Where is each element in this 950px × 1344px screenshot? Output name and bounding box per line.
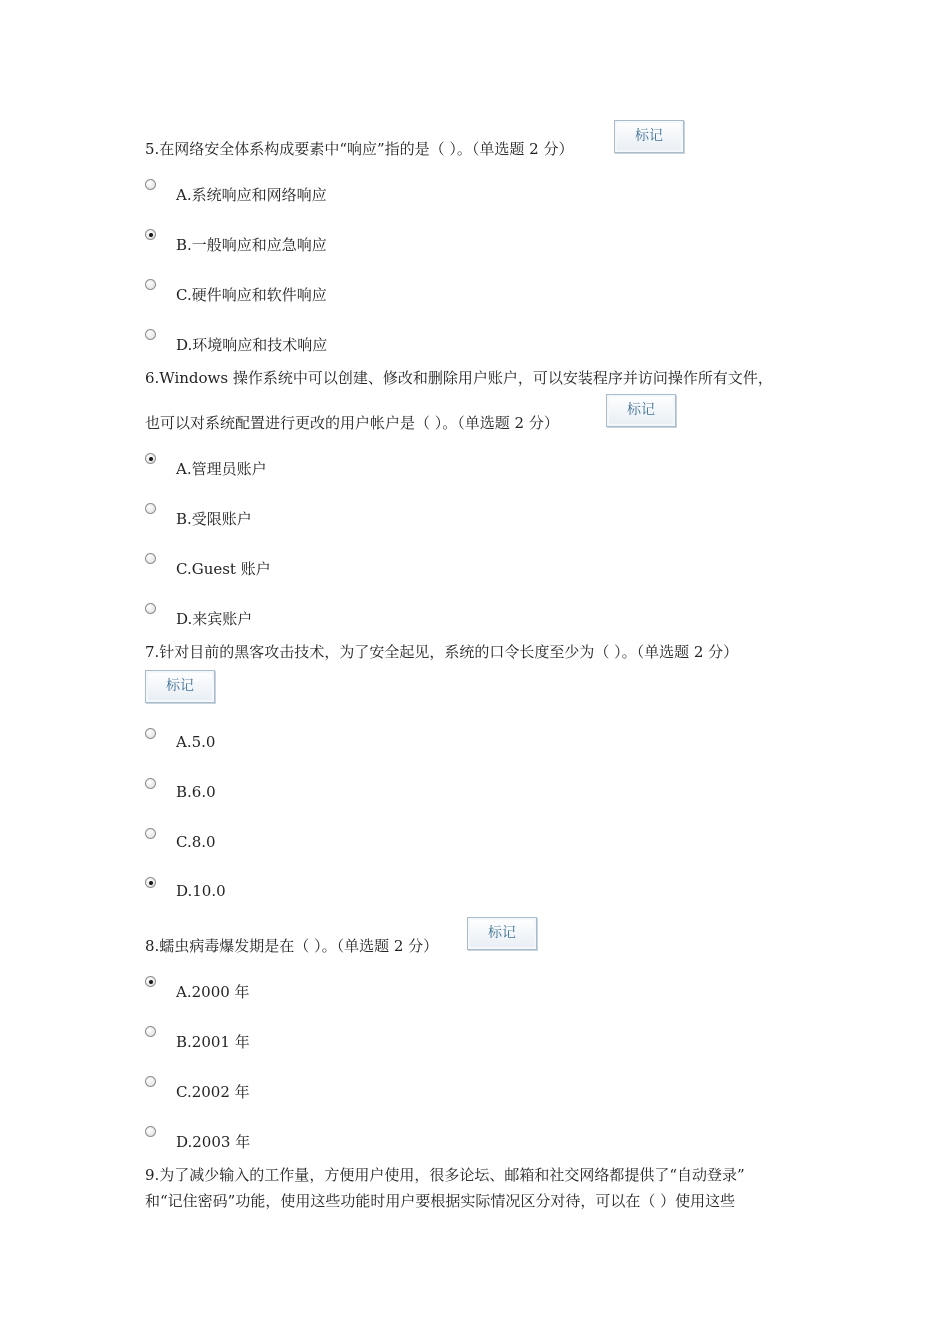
mark-button-q6[interactable]: 标记 — [606, 394, 676, 427]
option-q7-b: B.6.0 — [176, 783, 216, 801]
radio-q6-a[interactable] — [145, 453, 156, 464]
radio-q6-d[interactable] — [145, 603, 156, 614]
option-q5-b: B.一般响应和应急响应 — [176, 236, 327, 254]
option-q5-c: C.硬件响应和软件响应 — [176, 286, 327, 304]
option-q6-a: A.管理员账户 — [176, 460, 267, 478]
radio-q6-c[interactable] — [145, 553, 156, 564]
radio-q5-a[interactable] — [145, 179, 156, 190]
radio-q6-b[interactable] — [145, 503, 156, 514]
radio-q8-c[interactable] — [145, 1076, 156, 1087]
radio-q8-b[interactable] — [145, 1026, 156, 1037]
mark-button-q5[interactable]: 标记 — [614, 120, 684, 153]
mark-button-q8[interactable]: 标记 — [467, 917, 537, 950]
radio-q5-b[interactable] — [145, 229, 156, 240]
question-9-text-line-1: 9.为了减少输入的工作量，方便用户使用，很多论坛、邮箱和社交网络都提供了“自动登录” — [145, 1166, 745, 1184]
option-q8-a: A.2000 年 — [176, 983, 250, 1001]
mark-button-q7[interactable]: 标记 — [145, 670, 215, 703]
option-q8-b: B.2001 年 — [176, 1033, 250, 1051]
question-6-text-line-1: 6.Windows 操作系统中可以创建、修改和删除用户账户，可以安装程序并访问操作所有文件， — [145, 369, 773, 387]
question-5-text: 5.在网络安全体系构成要素中“响应”指的是（ ）。（单选题 2 分） — [145, 140, 574, 158]
option-q8-d: D.2003 年 — [176, 1133, 251, 1151]
option-q5-a: A.系统响应和网络响应 — [176, 186, 327, 204]
option-q5-d: D.环境响应和技术响应 — [176, 336, 328, 354]
option-q7-a: A.5.0 — [176, 733, 216, 751]
radio-q5-c[interactable] — [145, 279, 156, 290]
option-q8-c: C.2002 年 — [176, 1083, 250, 1101]
option-q6-c: C.Guest 账户 — [176, 560, 271, 578]
radio-q7-c[interactable] — [145, 828, 156, 839]
radio-q8-a[interactable] — [145, 976, 156, 987]
option-q7-c: C.8.0 — [176, 833, 216, 851]
question-6-text-line-2: 也可以对系统配置进行更改的用户帐户是（ ）。（单选题 2 分） — [145, 414, 559, 432]
radio-q7-d[interactable] — [145, 877, 156, 888]
radio-q7-b[interactable] — [145, 778, 156, 789]
radio-q8-d[interactable] — [145, 1126, 156, 1137]
option-q7-d: D.10.0 — [176, 882, 226, 900]
radio-q5-d[interactable] — [145, 329, 156, 340]
option-q6-d: D.来宾账户 — [176, 610, 253, 628]
option-q6-b: B.受限账户 — [176, 510, 252, 528]
question-9-text-line-2: 和“记住密码”功能，使用这些功能时用户要根据实际情况区分对待，可以在（ ）使用这些 — [145, 1192, 736, 1210]
radio-q7-a[interactable] — [145, 728, 156, 739]
question-7-text: 7.针对目前的黑客攻击技术，为了安全起见，系统的口令长度至少为（ ）。（单选题 2 分） — [145, 643, 739, 661]
question-8-text: 8.蠕虫病毒爆发期是在（ ）。（单选题 2 分） — [145, 937, 439, 955]
